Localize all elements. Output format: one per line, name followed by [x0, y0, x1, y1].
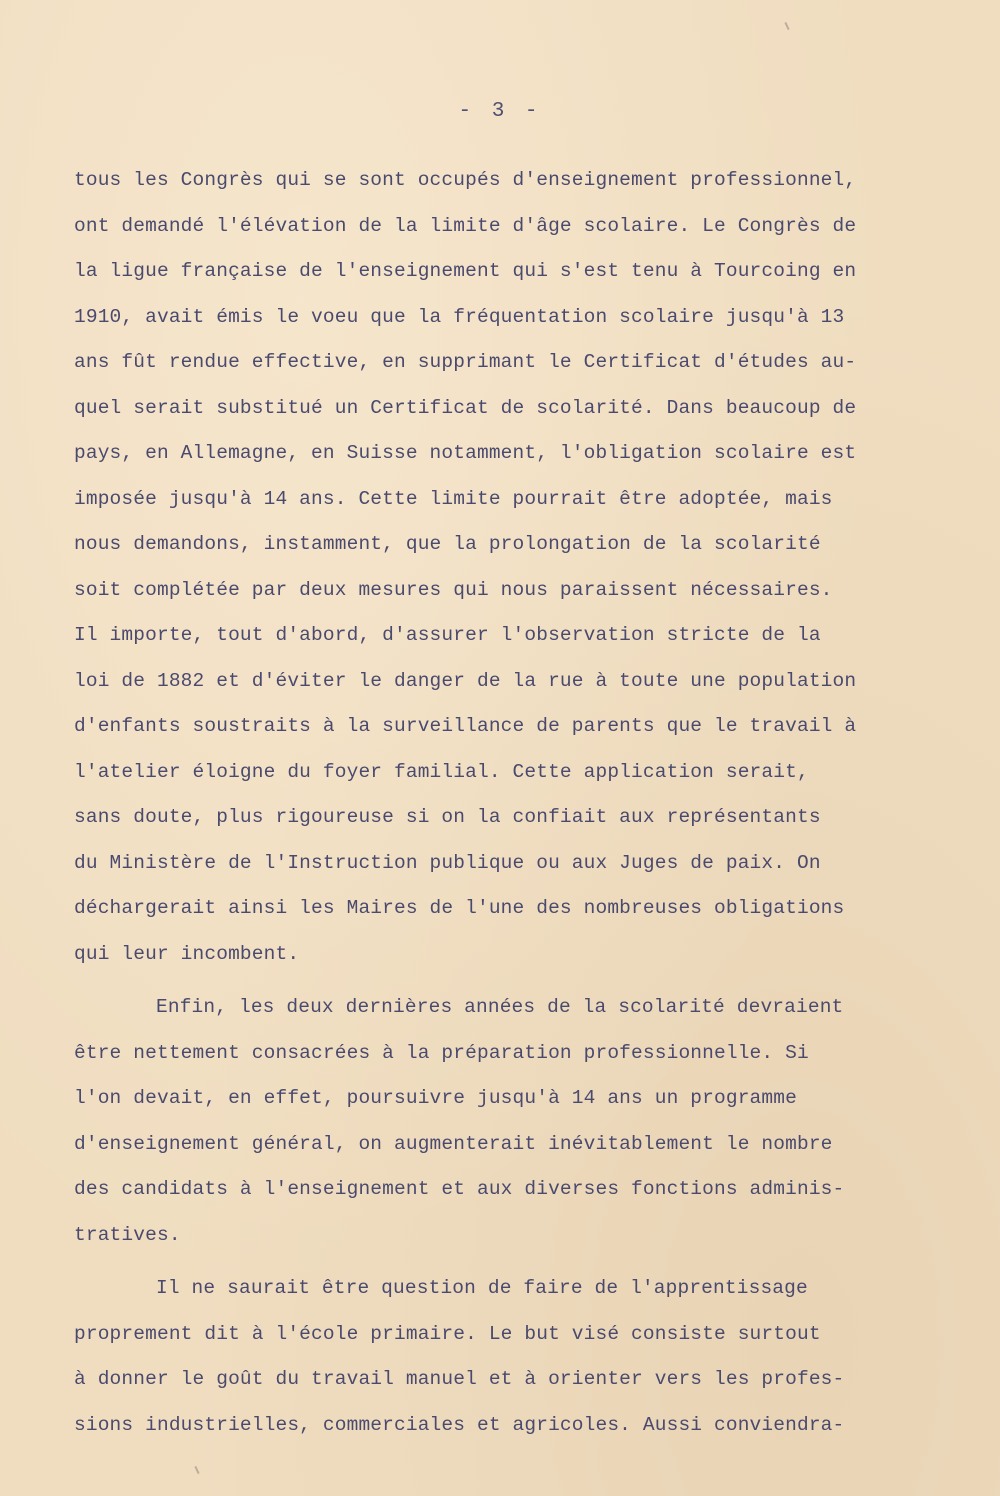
text-line: loi de 1882 et d'éviter le danger de la rue à toute une population	[74, 669, 857, 692]
text-line: ans fût rendue effective, en supprimant le Certificat d'études au-	[74, 351, 857, 373]
text-line: soit complétée par deux mesures qui nous paraissent nécessaires.	[74, 578, 833, 601]
paper-speck	[194, 1466, 199, 1474]
text-line: à donner le goût du travail manuel et à orienter vers les profes-	[74, 1368, 845, 1390]
text-line: d'enfants soustraits à la surveillance de parents que le travail à	[74, 715, 857, 737]
text-line: être nettement consacrées à la préparation professionnelle. Si	[74, 1041, 809, 1064]
text-line: ont demandé l'élévation de la limite d'âge scolaire. Le Congrès de	[74, 214, 857, 237]
text-line: l'on devait, en effet, poursuivre jusqu'à 14 ans un programme	[74, 1087, 797, 1109]
text-line: Il ne saurait être question de faire de l'apprentissage	[156, 1277, 808, 1299]
paragraph-3	[74, 1266, 984, 1448]
paragraph-gap	[74, 977, 984, 985]
text-line: imposée jusqu'à 14 ans. Cette limite pourrait être adoptée, mais	[74, 487, 833, 510]
text-line: l'atelier éloigne du foyer familial. Cette application serait,	[74, 760, 809, 783]
text-line: tous les Congrès qui se sont occupés d'enseignement professionnel,	[74, 169, 857, 191]
body-text	[74, 158, 984, 1448]
page-number: - 3 -	[458, 100, 542, 123]
paragraph-gap	[74, 1258, 984, 1266]
paper-speck	[784, 22, 789, 30]
text-line: d'enseignement général, on augmenterait inévitablement le nombre	[74, 1132, 833, 1155]
text-line: qui leur incombent.	[74, 942, 300, 965]
text-line: nous demandons, instamment, que la prolongation de la scolarité	[74, 533, 821, 555]
text-line: Il importe, tout d'abord, d'assurer l'observation stricte de la	[74, 624, 821, 646]
text-line: sions industrielles, commerciales et agricoles. Aussi conviendra-	[74, 1413, 845, 1436]
text-line: tratives.	[74, 1223, 181, 1246]
text-line: quel serait substitué un Certificat de scolarité. Dans beaucoup de	[74, 396, 857, 419]
text-line: déchargerait ainsi les Maires de l'une des nombreuses obligations	[74, 897, 845, 919]
text-line: sans doute, plus rigoureuse si on la confiait aux représentants	[74, 806, 821, 828]
text-line: 1910, avait émis le voeu que la fréquentation scolaire jusqu'à 13	[74, 305, 845, 328]
text-line: pays, en Allemagne, en Suisse notamment, l'obligation scolaire est	[74, 442, 857, 464]
text-line: proprement dit à l'école primaire. Le but visé consiste surtout	[74, 1322, 821, 1345]
text-line: la ligue française de l'enseignement qui s'est tenu à Tourcoing en	[74, 260, 857, 282]
paragraph-1	[74, 158, 984, 977]
text-line: du Ministère de l'Instruction publique ou aux Juges de paix. On	[74, 851, 821, 874]
text-line: Enfin, les deux dernières années de la scolarité devraient	[156, 996, 844, 1018]
text-line: des candidats à l'enseignement et aux diverses fonctions adminis-	[74, 1178, 845, 1200]
paragraph-2	[74, 985, 984, 1258]
